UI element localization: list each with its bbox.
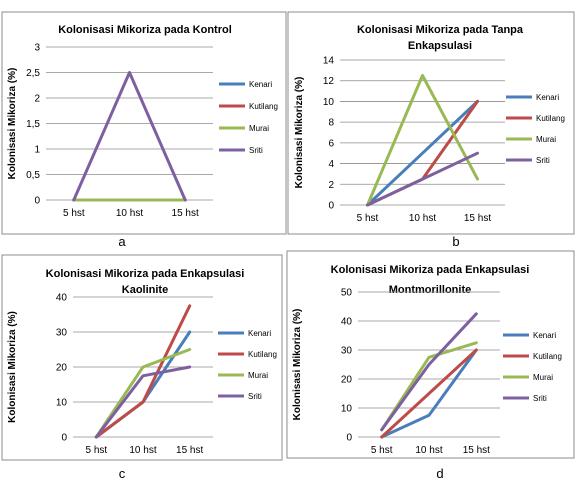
- y-axis-label: Kolonisasi Mikoriza (%): [7, 67, 18, 180]
- y-tick-label: 12: [322, 76, 334, 88]
- panel-caption: d: [436, 466, 444, 481]
- y-tick-label: 40: [340, 316, 352, 328]
- x-tick-label: 5 hst: [370, 445, 393, 456]
- x-tick-label: 10 hst: [115, 208, 144, 219]
- y-tick-label: 1,5: [26, 119, 40, 130]
- panel-caption: b: [452, 234, 460, 249]
- y-tick-label: 0,5: [26, 170, 40, 181]
- y-tick-label: 2: [34, 93, 40, 105]
- chart-title: Kolonisasi Mikoriza pada Tanpa: [356, 24, 524, 36]
- y-axis-label: Kolonisasi Mikoriza (%): [294, 76, 305, 189]
- chart-title: Kolonisasi Mikoriza pada Enkapsulasi: [45, 268, 245, 280]
- y-tick-label: 10: [322, 96, 334, 108]
- chart-panel-d: [287, 251, 574, 481]
- chart-title: Kolonisasi Mikoriza pada Enkapsulasi: [330, 264, 530, 276]
- chart-panel-c: [2, 255, 282, 481]
- y-tick-label: 20: [55, 362, 67, 374]
- y-tick-label: 30: [340, 345, 352, 357]
- x-tick-label: 5 hst: [85, 445, 108, 456]
- y-tick-label: 1: [34, 144, 40, 156]
- x-tick-label: 15 hst: [463, 213, 492, 224]
- y-tick-label: 2: [328, 179, 334, 191]
- x-tick-label: 15 hst: [462, 445, 490, 456]
- y-tick-label: 0: [34, 195, 40, 207]
- legend-label: Murai: [536, 135, 557, 144]
- y-tick-label: 10: [55, 397, 67, 409]
- x-tick-label: 15 hst: [176, 445, 204, 456]
- legend-label: Sriti: [249, 146, 263, 155]
- chart-panel-a: [2, 12, 286, 249]
- legend-label: Kutilang: [248, 350, 277, 359]
- y-tick-label: 3: [34, 42, 40, 54]
- y-tick-label: 4: [328, 159, 334, 171]
- legend-label: Kenari: [248, 329, 272, 338]
- y-tick-label: 40: [55, 292, 67, 304]
- y-tick-label: 10: [340, 403, 352, 415]
- legend-label: Murai: [248, 371, 269, 380]
- x-tick-label: 10 hst: [129, 445, 157, 456]
- legend-label: Sriti: [533, 394, 547, 403]
- legend-label: Murai: [249, 124, 270, 133]
- y-tick-label: 0: [346, 432, 352, 444]
- y-tick-label: 20: [340, 374, 352, 386]
- y-tick-label: 6: [328, 138, 334, 150]
- chart-title: Enkapsulasi: [407, 40, 473, 52]
- legend-label: Kutilang: [249, 102, 278, 111]
- chart-panel-b: [288, 12, 574, 249]
- x-tick-label: 5 hst: [356, 213, 379, 224]
- legend-label: Kutilang: [536, 114, 565, 123]
- y-tick-label: 14: [322, 55, 334, 67]
- y-axis-label: Kolonisasi Mikoriza (%): [292, 308, 303, 421]
- y-axis-label: Kolonisasi Mikoriza (%): [7, 311, 18, 423]
- x-tick-label: 10 hst: [415, 445, 443, 456]
- legend-label: Kenari: [249, 80, 273, 89]
- chart-title: Kaolinite: [121, 284, 169, 296]
- x-tick-label: 5 hst: [62, 208, 85, 219]
- legend-label: Murai: [533, 373, 554, 382]
- legend-label: Sriti: [536, 156, 550, 165]
- legend-label: Kutilang: [533, 352, 562, 361]
- y-tick-label: 2,5: [26, 68, 40, 79]
- panel-caption: a: [118, 234, 126, 249]
- x-tick-label: 10 hst: [408, 213, 437, 224]
- x-tick-label: 15 hst: [171, 208, 199, 219]
- legend-label: Kenari: [533, 331, 557, 340]
- chart-title: Montmorillonite: [388, 284, 472, 296]
- legend-label: Sriti: [248, 392, 262, 401]
- y-tick-label: 0: [61, 432, 67, 444]
- legend-label: Kenari: [536, 93, 560, 102]
- y-tick-label: 0: [328, 200, 334, 212]
- y-tick-label: 50: [340, 287, 352, 299]
- y-tick-label: 8: [328, 117, 334, 129]
- panel-caption: c: [118, 466, 126, 481]
- y-tick-label: 30: [55, 327, 67, 339]
- chart-title: Kolonisasi Mikoriza pada Kontrol: [58, 24, 232, 36]
- chart-border: [287, 251, 574, 458]
